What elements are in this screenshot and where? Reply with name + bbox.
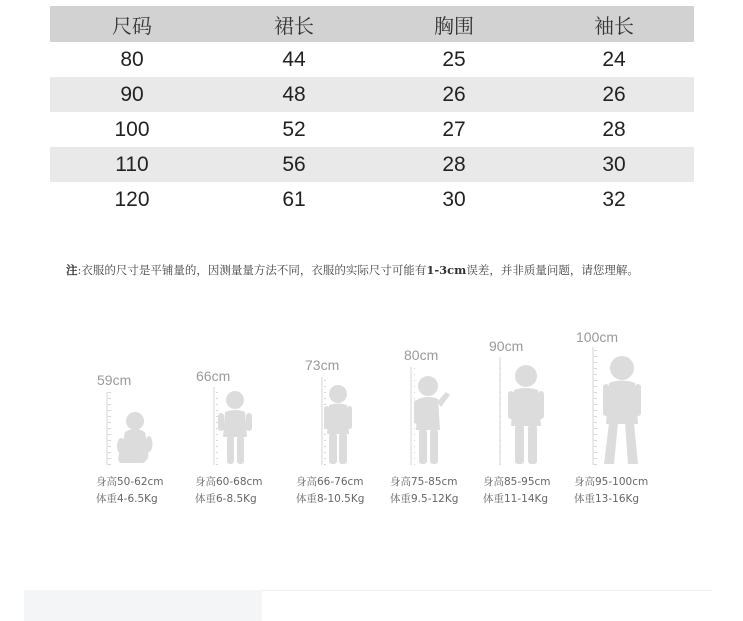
weight-range: 体重11-14Kg — [483, 493, 549, 505]
height-range: 身高75-85cm — [390, 476, 458, 488]
child-standing-icon — [500, 357, 544, 465]
figure-info — [296, 474, 364, 508]
cell-size: 80 — [120, 47, 144, 71]
height-label: 59cm — [97, 372, 132, 388]
standing-infant-icon — [214, 387, 252, 465]
child-walking-icon — [593, 347, 641, 465]
table-header-row — [50, 6, 694, 42]
height-label: 90cm — [489, 338, 524, 354]
cell-dress-length: 56 — [214, 147, 374, 182]
cell-sleeve-length: 32 — [602, 187, 626, 211]
note-text-after: 误差，并非质量问题，请您理解。 — [466, 263, 639, 277]
height-range: 身高66-76cm — [296, 476, 364, 488]
cell-dress-length: 61 — [282, 187, 306, 211]
footer-divider — [262, 590, 712, 591]
cell-sleeve-length: 26 — [534, 77, 694, 112]
header-size: 尺码 — [50, 6, 214, 42]
figure-info — [574, 474, 648, 508]
size-table — [50, 6, 694, 217]
weight-range: 体重13-16Kg — [574, 493, 640, 505]
cell-sleeve-length: 28 — [602, 117, 626, 141]
height-range: 身高85-95cm — [483, 476, 551, 488]
height-label: 80cm — [404, 347, 439, 363]
cell-chest: 28 — [374, 147, 534, 182]
cell-chest: 27 — [442, 117, 466, 141]
figure-info — [195, 474, 263, 508]
weight-range: 体重4-6.5Kg — [96, 493, 158, 505]
cell-chest: 26 — [374, 77, 534, 112]
figure-info — [483, 474, 551, 508]
height-range: 身高60-68cm — [195, 476, 263, 488]
cell-dress-length: 52 — [282, 117, 306, 141]
weight-range: 体重9.5-12Kg — [390, 493, 459, 505]
note-highlight: 1-3cm — [426, 263, 467, 277]
cell-dress-length: 48 — [214, 77, 374, 112]
note-prefix: 注 — [66, 263, 78, 277]
table-row — [50, 112, 694, 147]
height-reference-chart — [0, 320, 743, 520]
measurement-note — [66, 262, 639, 278]
cell-size: 100 — [114, 117, 150, 141]
footer-panel — [24, 590, 262, 621]
cell-size: 120 — [114, 187, 150, 211]
cell-size: 110 — [50, 147, 214, 182]
cell-sleeve-length: 24 — [602, 47, 626, 71]
note-text-before: :衣服的尺寸是平铺量的，因测量量方法不同，衣服的实际尺寸可能有 — [77, 263, 427, 277]
height-range: 身高95-100cm — [574, 476, 649, 488]
figure-info — [390, 474, 458, 508]
height-label: 66cm — [196, 368, 231, 384]
weight-range: 体重6-8.5Kg — [195, 493, 257, 505]
cell-chest: 30 — [442, 187, 466, 211]
cell-dress-length: 44 — [282, 47, 306, 71]
table-row — [50, 77, 694, 112]
standing-toddler-icon — [322, 377, 352, 465]
toddler-waving-icon — [411, 367, 450, 465]
height-label: 73cm — [305, 357, 340, 373]
cell-sleeve-length: 30 — [534, 147, 694, 182]
table-row — [50, 42, 694, 77]
weight-range: 体重8-10.5Kg — [296, 493, 365, 505]
cell-size: 90 — [50, 77, 214, 112]
height-range: 身高50-62cm — [96, 476, 164, 488]
table-row — [50, 147, 694, 182]
cell-chest: 25 — [442, 47, 466, 71]
height-label: 100cm — [576, 329, 619, 345]
header-chest: 胸围 — [374, 6, 534, 42]
figure-info — [96, 474, 164, 508]
sitting-baby-icon — [107, 392, 153, 465]
header-dress-length: 裙长 — [214, 6, 374, 42]
table-row — [50, 182, 694, 217]
header-sleeve-length: 袖长 — [534, 6, 694, 42]
